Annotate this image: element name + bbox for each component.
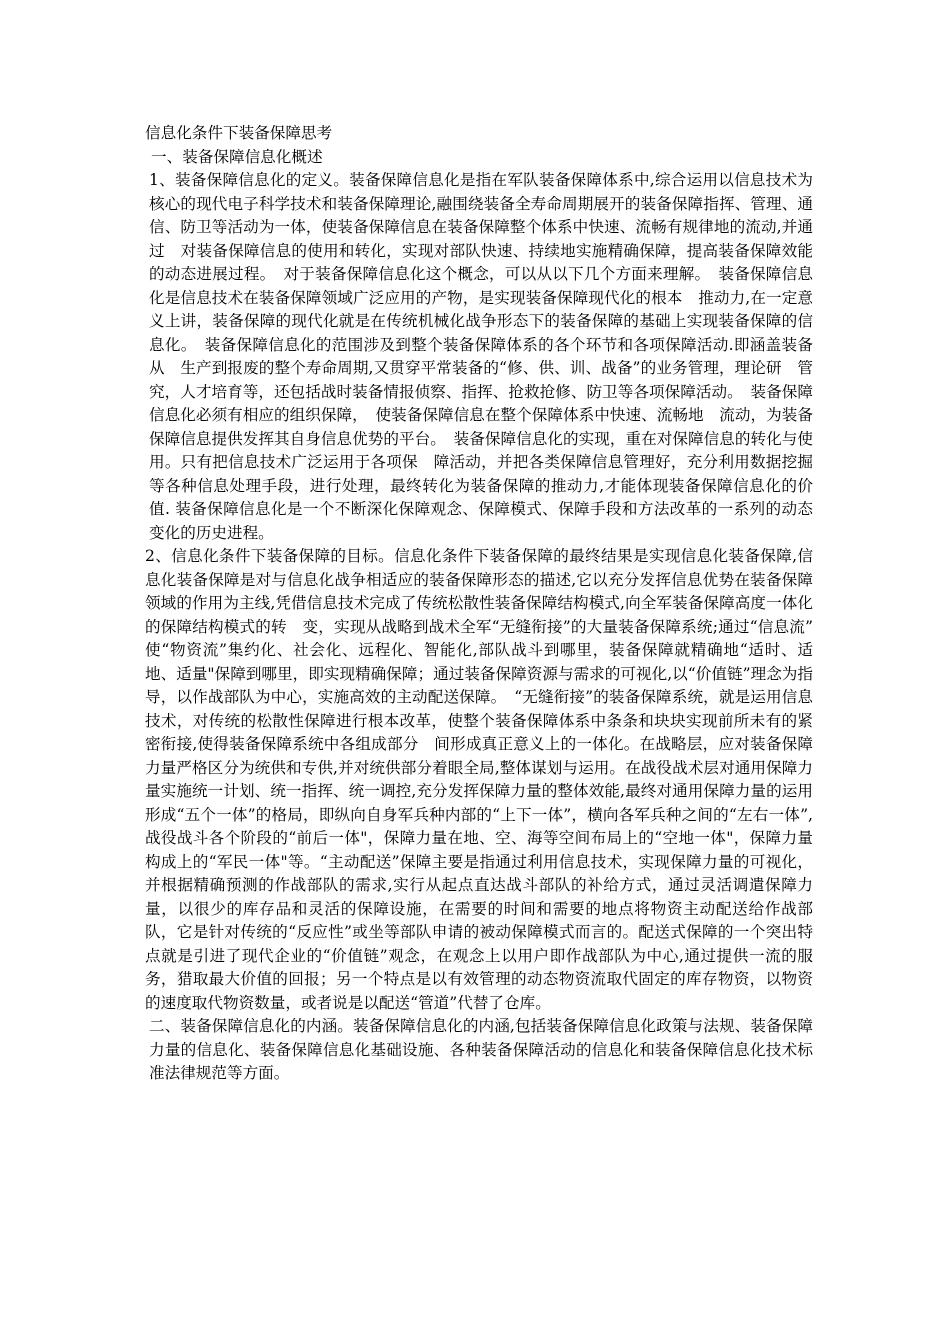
- section-heading-overview: 一、装备保障信息化概述: [151, 147, 323, 166]
- paragraph-definition: 1、装备保障信息化的定义。装备保障信息化是指在军队装备保障体系中,综合运用以信息技术为核心的现代电子科学技术和装备保障理论,融围绕装备全寿命周期展开的装备保障指挥、管理、通信、防卫等活动为一体，使装备保障信息在装备保障整个体系中快速、流畅有规律地的流动,并通过 对装备保障信息的使用和转化，实现对部队快速、持续地实施精确保障，提高装备保障效能的动态进展过程。 对于装备保障信息化这个概念，可以从以下几个方面来理解。 装备保障信息化是信息技术在装备保障领域广泛应用的产物，是实现装备保障现代化的根本 推动力,在一定意义上讲，装备保障的现代化就是在传统机械化战争形态下的装备保障的基础上实现装备保障的信息化。 装备保障信息化的范围涉及到整个装备保障体系的各个环节和各项保障活动.即涵盖装备从 生产到报废的整个寿命周期,又贯穿平常装备的“修、供、训、战备”的业务管理，理论研 管究，人才培育等，还包括战时装备情报侦察、指挥、抢救抢修、防卫等各项保障活动。 装备保障信息化必须有相应的组织保障， 使装备保障信息在整个保障体系中快速、流畅地 流动，为装备保障信息提供发挥其自身信息优势的平台。 装备保障信息化的实现，重在对保障信息的转化与使用。只有把信息技术广泛运用于各项保 障活动，并把各类保障信息管理好，充分利用数据挖掘等各种信息处理手段，进行处理，最终转化为装备保障的推动力,才能体现装备保障信息化的价值. 装备保障信息化是一个不断深化保障观念、保障模式、保障手段和方法改革的一系列的动态变化的历史进程。: [149, 171, 813, 542]
- paragraph-goal: 2、信息化条件下装备保障的目标。信息化条件下装备保障的最终结果是实现信息化装备保障,信息化装备保障是对与信息化战争相适应的装备保障形态的描述,它以充分发挥信息优势在装备保障领域的作用为主线,凭借信息技术完成了传统松散性装备保障结构模式,向全军装备保障高度一体化的保障结构模式的转 变，实现从战略到战术全军“无缝衔接”的大量装备保障系统;通过“信息流” 使“物资流”集约化、社会化、远程化、智能化,部队战斗到哪里，装备保障就精确地“适时、适地、适量"保障到哪里，即实现精确保障；通过装备保障资源与需求的可视化,以“价值链”理念为指导，以作战部队为中心，实施高效的主动配送保障。 “无缝衔接”的装备保障系统，就是运用信息技术，对传统的松散性保障进行根本改革，使整个装备保障体系中条条和块块实现前所未有的紧密衔接,使得装备保障系统中各组成部分 间形成真正意义上的一体化。在战略层，应对装备保障力量严格区分为统供和专供,并对统供部分着眼全局,整体谋划与运用。在战役战术层对通用保障力量实施统一计划、统一指挥、统一调控,充分发挥保障力量的整体效能,最终对通用保障力量的运用形成“五个一体”的格局，即纵向自身军兵种内部的“上下一体”，横向各军兵种之间的“左右一体”,战役战斗各个阶段的“前后一体"，保障力量在地、空、海等空间布局上的“空地一体"，保障力量构成上的“军民一体"等。“主动配送”保障主要是指通过利用信息技术，实现保障力量的可视化，并根据精确预测的作战部队的需求,实行从起点直达战斗部队的补给方式，通过灵活调遣保障力量，以很少的库存品和灵活的保障设施，在需要的时间和需要的地点将物资主动配送给作战部队，它是针对传统的“反应性”或坐等部队申请的被动保障模式而言的。配送式保障的一个突出特点就是引进了现代企业的“价值链”观念，在观念上以用户即作战部队为中心,通过提供一流的服务，猎取最大价值的回报；另一个特点是以有效管理的动态物资流取代固定的库存物资，以物资的速度取代物资数量，或者说是以配送“管道”代替了仓库。: [145, 547, 829, 1012]
- document-title: 信息化条件下装备保障思考: [145, 124, 333, 142]
- paragraph-connotation: 二、装备保障信息化的内涵。装备保障信息化的内涵,包括装备保障信息化政策与法规、装备保障力量的信息化、装备保障信息化基础设施、各种装备保障活动的信息化和装备保障信息化技术标准法律规范等方面。: [149, 1017, 813, 1082]
- document-body: [145, 122, 829, 1086]
